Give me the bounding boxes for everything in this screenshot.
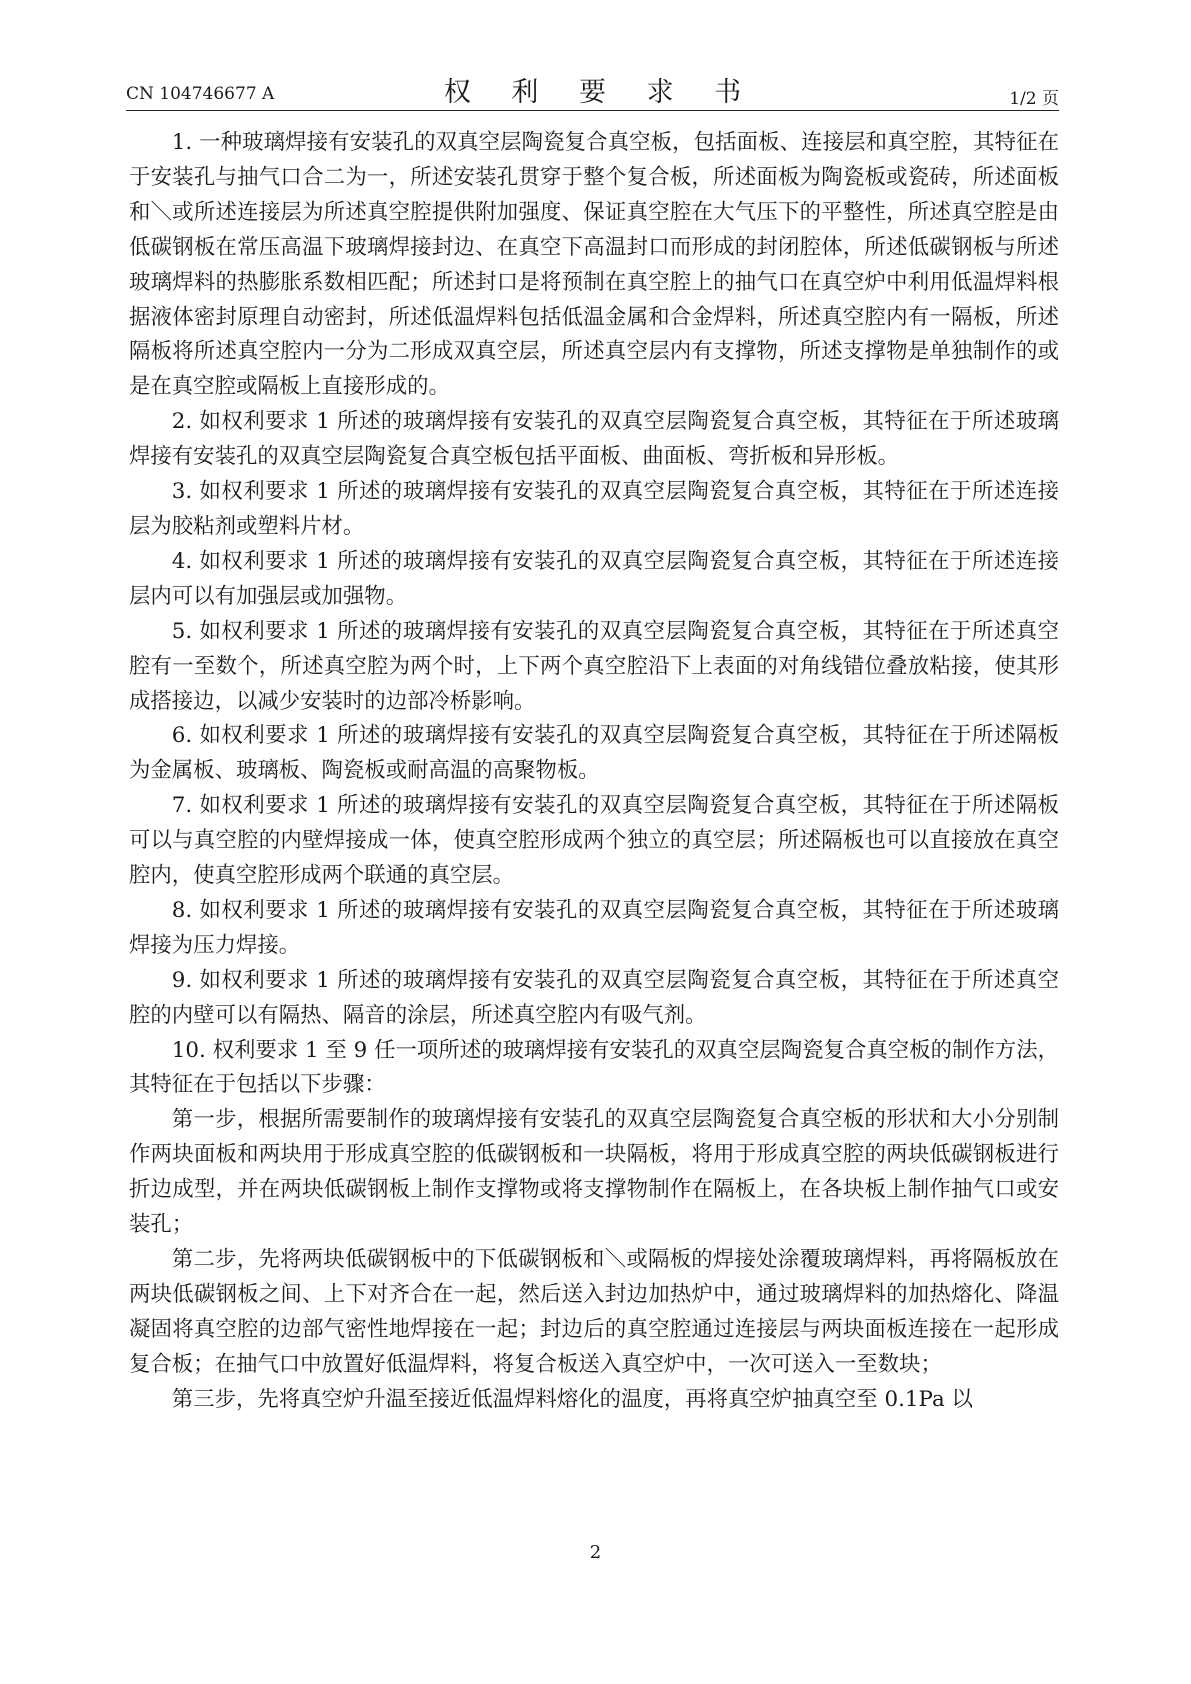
claim-1: 1. 一种玻璃焊接有安装孔的双真空层陶瓷复合真空板，包括面板、连接层和真空腔，其特征在于安装孔与抽气口合二为一，所述安装孔贯穿于整个复合板，所述面板为陶瓷板或瓷砖，所述面板和＼或所述连接层为所述真空腔提供附加强度、保证真空腔在大气压下的平整性，所述真空腔是由低碳钢板在常压高温下玻璃焊接封边、在真空下高温封口而形成的封闭腔体，所述低碳钢板与所述玻璃焊料的热膨胀系数相匹配；所述封口是将预制在真空腔上的抽气口在真空炉中利用低温焊料根据液体密封原理自动密封，所述低温焊料包括低温金属和合金焊料，所述真空腔内有一隔板，所述隔板将所述真空腔内一分为二形成双真空层，所述真空层内有支撑物，所述支撑物是单独制作的或是在真空腔或隔板上直接形成的。 [129,130,1059,400]
claim-5: 5. 如权利要求 1 所述的玻璃焊接有安装孔的双真空层陶瓷复合真空板，其特征在于所述真空腔有一至数个，所述真空腔为两个时，上下两个真空腔沿下上表面的对角线错位叠放粘接，使其形成搭接边，以减少安装时的边部冷桥影响。 [129,618,1059,714]
claim-4: 4. 如权利要求 1 所述的玻璃焊接有安装孔的双真空层陶瓷复合真空板，其特征在于所述连接层内可以有加强层或加强物。 [129,548,1059,609]
claim-10-step-2: 第二步，先将两块低碳钢板中的下低碳钢板和＼或隔板的焊接处涂覆玻璃焊料，再将隔板放在两块低碳钢板之间、上下对齐合在一起，然后送入封边加热炉中，通过玻璃焊料的加热熔化、降温凝固将真空腔的边部气密性地焊接在一起；封边后的真空腔通过连接层与两块面板连接在一起形成复合板；在抽气口中放置好低温焊料，将复合板送入真空炉中，一次可送入一至数块； [129,1247,1059,1377]
claim-8: 8. 如权利要求 1 所述的玻璃焊接有安装孔的双真空层陶瓷复合真空板，其特征在于所述玻璃焊接为压力焊接。 [129,897,1059,958]
publication-number: CN 104746677 A [126,84,275,104]
claim-10-step-3: 第三步，先将真空炉升温至接近低温焊料熔化的温度，再将真空炉抽真空至 0.1Pa 以 [171,1386,973,1412]
claims-body [129,126,1059,1418]
claim-7: 7. 如权利要求 1 所述的玻璃焊接有安装孔的双真空层陶瓷复合真空板，其特征在于所述隔板可以与真空腔的内壁焊接成一体，使真空腔形成两个独立的真空层；所述隔板也可以直接放在真空腔内，使真空腔形成两个联通的真空层。 [129,793,1059,889]
claim-6: 6. 如权利要求 1 所述的玻璃焊接有安装孔的双真空层陶瓷复合真空板，其特征在于所述隔板为金属板、玻璃板、陶瓷板或耐高温的高聚物板。 [129,723,1059,784]
page-indicator: 1/2 页 [1009,89,1059,109]
claim-2: 2. 如权利要求 1 所述的玻璃焊接有安装孔的双真空层陶瓷复合真空板，其特征在于所述玻璃焊接有安装孔的双真空层陶瓷复合真空板包括平面板、曲面板、弯折板和异形板。 [129,409,1059,470]
page-header [126,70,1059,110]
header-divider [126,110,1059,111]
claim-10: 10. 权利要求 1 至 9 任一项所述的玻璃焊接有安装孔的双真空层陶瓷复合真空板的制作方法，其特征在于包括以下步骤： [129,1037,1059,1098]
claim-3: 3. 如权利要求 1 所述的玻璃焊接有安装孔的双真空层陶瓷复合真空板，其特征在于所述连接层为胶粘剂或塑料片材。 [129,479,1059,539]
claim-9: 9. 如权利要求 1 所述的玻璃焊接有安装孔的双真空层陶瓷复合真空板，其特征在于所述真空腔的内壁可以有隔热、隔音的涂层，所述真空腔内有吸气剂。 [129,967,1059,1028]
claim-10-step-1: 第一步，根据所需要制作的玻璃焊接有安装孔的双真空层陶瓷复合真空板的形状和大小分别制作两块面板和两块用于形成真空腔的低碳钢板和一块隔板，将用于形成真空腔的两块低碳钢板进行折边成型，并在两块低碳钢板上制作支撑物或将支撑物制作在隔板上，在各块板上制作抽气口或安装孔； [129,1107,1059,1238]
page-number: 2 [589,1542,602,1563]
document-title: 权 利 要 求 书 [443,77,758,108]
